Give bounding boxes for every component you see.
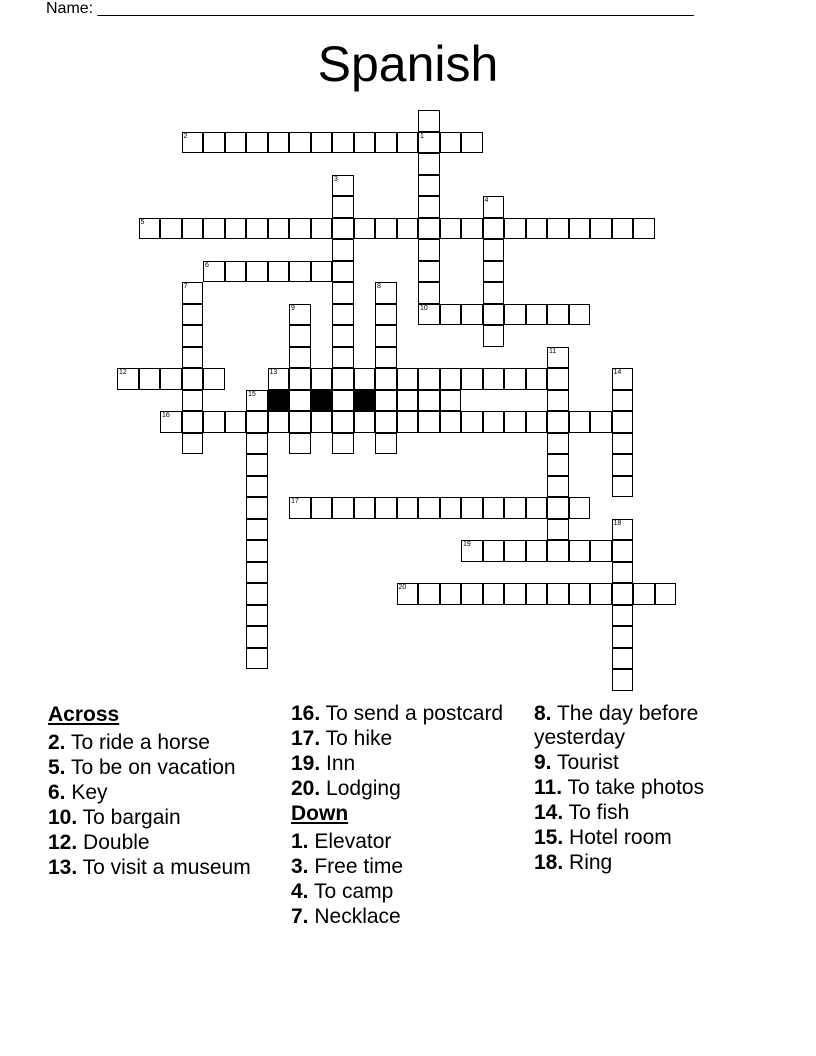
grid-cell[interactable] xyxy=(203,411,225,433)
grid-cell[interactable] xyxy=(203,218,225,240)
grid-cell[interactable] xyxy=(246,497,268,519)
grid-cell[interactable] xyxy=(289,325,311,347)
grid-cell[interactable] xyxy=(397,583,419,605)
grid-cell[interactable] xyxy=(483,368,505,390)
clue-across-17: 17. To hike xyxy=(291,727,393,750)
grid-cell[interactable] xyxy=(332,368,354,390)
grid-cell[interactable] xyxy=(182,218,204,240)
grid-cell[interactable] xyxy=(504,540,526,562)
grid-cell[interactable] xyxy=(139,368,161,390)
grid-cell[interactable] xyxy=(332,239,354,261)
grid-cell[interactable] xyxy=(203,132,225,154)
grid-cell[interactable] xyxy=(332,497,354,519)
grid-cell[interactable] xyxy=(246,433,268,455)
grid-cell[interactable] xyxy=(225,132,247,154)
grid-cell[interactable] xyxy=(461,304,483,326)
grid-cell[interactable] xyxy=(612,626,634,648)
grid-cell[interactable] xyxy=(526,583,548,605)
across-heading: Across xyxy=(48,703,120,726)
grid-cell[interactable] xyxy=(483,218,505,240)
puzzle-title: Spanish xyxy=(317,36,499,92)
grid-cell[interactable] xyxy=(483,497,505,519)
grid-cell[interactable] xyxy=(246,648,268,670)
cell-number: 17 xyxy=(291,498,299,505)
grid-cell[interactable] xyxy=(311,411,333,433)
grid-cell[interactable] xyxy=(483,540,505,562)
grid-cell[interactable] xyxy=(461,497,483,519)
grid-cell[interactable] xyxy=(160,368,182,390)
grid-cell[interactable] xyxy=(612,218,634,240)
grid-cell[interactable] xyxy=(375,497,397,519)
grid-cell[interactable] xyxy=(289,261,311,283)
grid-cell[interactable] xyxy=(483,411,505,433)
grid-cell[interactable] xyxy=(547,476,569,498)
grid-cell[interactable] xyxy=(375,347,397,369)
cell-number: 16 xyxy=(162,412,170,419)
grid-cell[interactable] xyxy=(569,540,591,562)
grid-cell[interactable] xyxy=(375,411,397,433)
cell-number: 4 xyxy=(484,197,489,204)
grid-cell[interactable] xyxy=(526,540,548,562)
grid-cell[interactable] xyxy=(418,583,440,605)
grid-cell[interactable] xyxy=(440,368,462,390)
clue-across-13: 13. To visit a museum xyxy=(48,856,251,879)
grid-cell[interactable] xyxy=(612,433,634,455)
clue-across-19: 19. Inn xyxy=(291,752,356,775)
grid-cell[interactable] xyxy=(354,368,376,390)
grid-cell[interactable] xyxy=(418,110,440,132)
grid-cell[interactable] xyxy=(612,454,634,476)
grid-cell[interactable] xyxy=(289,497,311,519)
grid-cell[interactable] xyxy=(612,583,634,605)
grid-cell[interactable] xyxy=(246,476,268,498)
clue-down-1: 1. Elevator xyxy=(291,830,392,853)
grid-cell[interactable] xyxy=(182,325,204,347)
grid-cell[interactable] xyxy=(418,497,440,519)
grid-cell[interactable] xyxy=(612,605,634,627)
grid-cell[interactable] xyxy=(526,411,548,433)
grid-cell[interactable] xyxy=(182,132,204,154)
grid-cell[interactable] xyxy=(225,261,247,283)
cell-number: 5 xyxy=(140,218,145,226)
grid-cell[interactable] xyxy=(268,368,290,390)
grid-cell[interactable] xyxy=(289,304,311,326)
grid-cell[interactable] xyxy=(268,218,290,240)
cell-number: 19 xyxy=(463,541,471,548)
grid-cell[interactable] xyxy=(332,347,354,369)
grid-cell[interactable] xyxy=(332,218,354,240)
grid-cell[interactable] xyxy=(461,540,483,562)
grid-cell[interactable] xyxy=(418,261,440,283)
grid-cell[interactable] xyxy=(354,132,376,154)
grid-cell[interactable] xyxy=(483,261,505,283)
grid-cell[interactable] xyxy=(332,433,354,455)
grid-cell[interactable] xyxy=(612,368,634,390)
grid-cell[interactable] xyxy=(160,218,182,240)
grid-cell[interactable] xyxy=(311,368,333,390)
grid-cell[interactable] xyxy=(569,497,591,519)
grid-cell[interactable] xyxy=(440,497,462,519)
clue-down-11: 11. To take photos xyxy=(534,776,705,799)
grid-cell[interactable] xyxy=(418,196,440,218)
cell-number: 20 xyxy=(398,584,407,591)
cell-number: 14 xyxy=(613,369,622,376)
grid-cell[interactable] xyxy=(418,411,440,433)
grid-cell[interactable] xyxy=(547,540,569,562)
grid-cell[interactable] xyxy=(289,433,311,455)
grid-cell[interactable] xyxy=(354,411,376,433)
grid-cell[interactable] xyxy=(182,282,204,304)
grid-cell[interactable] xyxy=(547,390,569,412)
grid-cell[interactable] xyxy=(440,304,462,326)
grid-cell[interactable] xyxy=(569,218,591,240)
grid-cell[interactable] xyxy=(375,282,397,304)
grid-cell[interactable] xyxy=(526,368,548,390)
grid-cell[interactable] xyxy=(375,325,397,347)
cell-number: 12 xyxy=(119,369,127,376)
cell-number: 15 xyxy=(248,390,256,398)
grid-cell[interactable] xyxy=(332,304,354,326)
grid-cell[interactable] xyxy=(440,583,462,605)
grid-cell[interactable] xyxy=(418,390,440,412)
grid-cell[interactable] xyxy=(375,218,397,240)
grid-cell[interactable] xyxy=(354,497,376,519)
grid-cell[interactable] xyxy=(375,390,397,412)
grid-cell[interactable] xyxy=(461,218,483,240)
grid-cell[interactable] xyxy=(418,175,440,197)
grid-cell[interactable] xyxy=(483,282,505,304)
grid-cell[interactable] xyxy=(547,454,569,476)
grid-cell[interactable] xyxy=(612,540,634,562)
grid-cell[interactable] xyxy=(246,626,268,648)
cell-number: 13 xyxy=(269,369,278,376)
grid-cell[interactable] xyxy=(612,411,634,433)
cell-number: 9 xyxy=(291,304,295,312)
grid-cell[interactable] xyxy=(225,218,247,240)
grid-cell[interactable] xyxy=(655,583,677,605)
clues-column-2 xyxy=(291,702,531,930)
grid-cell[interactable] xyxy=(547,411,569,433)
grid-cell[interactable] xyxy=(139,218,161,240)
grid-cell[interactable] xyxy=(461,411,483,433)
grid-cell[interactable] xyxy=(526,218,548,240)
clue-across-5: 5. To be on vacation xyxy=(48,756,236,779)
grid-cell[interactable] xyxy=(246,583,268,605)
grid-cell[interactable] xyxy=(547,519,569,541)
grid-cell[interactable] xyxy=(268,261,290,283)
grid-cell[interactable] xyxy=(246,411,268,433)
clue-across-6: 6. Key xyxy=(48,781,108,804)
grid-cell[interactable] xyxy=(504,368,526,390)
down-heading: Down xyxy=(291,802,349,825)
grid-cell[interactable] xyxy=(182,411,204,433)
grid-cell[interactable] xyxy=(311,218,333,240)
grid-cell[interactable] xyxy=(547,583,569,605)
grid-cell[interactable] xyxy=(268,411,290,433)
grid-cell[interactable] xyxy=(612,519,634,541)
clue-down-7: 7. Necklace xyxy=(291,905,401,928)
grid-cell[interactable] xyxy=(612,476,634,498)
grid-cell[interactable] xyxy=(483,304,505,326)
grid-black-cell xyxy=(354,390,376,412)
grid-cell[interactable] xyxy=(246,132,268,154)
grid-cell[interactable] xyxy=(117,368,139,390)
cell-number: 18 xyxy=(613,519,622,527)
grid-cell[interactable] xyxy=(332,282,354,304)
cell-number: 11 xyxy=(549,347,557,355)
grid-cell[interactable] xyxy=(332,325,354,347)
grid-cell[interactable] xyxy=(246,540,268,562)
grid-cell[interactable] xyxy=(397,218,419,240)
grid-cell[interactable] xyxy=(440,218,462,240)
cell-number: 7 xyxy=(183,283,188,290)
grid-cell[interactable] xyxy=(203,261,225,283)
clue-across-20: 20. Lodging xyxy=(291,777,401,800)
clue-down-15: 15. Hotel room xyxy=(534,826,672,849)
grid-cell[interactable] xyxy=(375,304,397,326)
grid-cell[interactable] xyxy=(311,497,333,519)
grid-cell[interactable] xyxy=(397,368,419,390)
clue-across-16: 16. To send a postcard xyxy=(291,702,504,725)
grid-cell[interactable] xyxy=(375,132,397,154)
clue-down-18: 18. Ring xyxy=(534,851,613,874)
name-line: Name: ___________________________________________________________________ xyxy=(46,0,694,17)
clue-down-8: 8. The day before yesterday xyxy=(534,702,699,749)
grid-cell[interactable] xyxy=(397,390,419,412)
grid-cell[interactable] xyxy=(397,497,419,519)
clue-across-12: 12. Double xyxy=(48,831,150,854)
clues-column-1 xyxy=(48,702,288,881)
grid-cell[interactable] xyxy=(375,433,397,455)
cell-number: 2 xyxy=(183,132,188,140)
grid-cell[interactable] xyxy=(289,132,311,154)
grid-cell[interactable] xyxy=(246,218,268,240)
cell-number: 10 xyxy=(420,304,428,312)
grid-cell[interactable] xyxy=(246,562,268,584)
grid-cell[interactable] xyxy=(590,540,612,562)
grid-cell[interactable] xyxy=(483,583,505,605)
clue-across-10: 10. To bargain xyxy=(48,806,181,829)
grid-cell[interactable] xyxy=(547,433,569,455)
cell-number: 6 xyxy=(205,261,209,269)
grid-cell[interactable] xyxy=(182,347,204,369)
grid-cell[interactable] xyxy=(246,605,268,627)
grid-cell[interactable] xyxy=(332,132,354,154)
grid-cell[interactable] xyxy=(612,562,634,584)
grid-cell[interactable] xyxy=(504,304,526,326)
grid-cell[interactable] xyxy=(289,218,311,240)
grid-cell[interactable] xyxy=(311,261,333,283)
grid-cell[interactable] xyxy=(289,411,311,433)
grid-cell[interactable] xyxy=(246,261,268,283)
grid-cell[interactable] xyxy=(461,583,483,605)
grid-cell[interactable] xyxy=(354,218,376,240)
grid-cell[interactable] xyxy=(612,390,634,412)
grid-black-cell xyxy=(268,390,290,412)
grid-cell[interactable] xyxy=(397,411,419,433)
clue-across-2: 2. To ride a horse xyxy=(48,731,210,754)
grid-cell[interactable] xyxy=(418,282,440,304)
grid-cell[interactable] xyxy=(182,304,204,326)
grid-cell[interactable] xyxy=(246,390,268,412)
grid-cell[interactable] xyxy=(418,153,440,175)
grid-cell[interactable] xyxy=(590,583,612,605)
clues-column-3 xyxy=(534,702,774,876)
grid-cell[interactable] xyxy=(440,411,462,433)
clue-down-3: 3. Free time xyxy=(291,855,404,878)
grid-cell[interactable] xyxy=(590,411,612,433)
grid-cell[interactable] xyxy=(612,669,634,691)
grid-cell[interactable] xyxy=(612,648,634,670)
grid-cell[interactable] xyxy=(483,196,505,218)
grid-cell[interactable] xyxy=(440,390,462,412)
cell-number: 3 xyxy=(334,175,338,183)
grid-cell[interactable] xyxy=(483,239,505,261)
grid-cell[interactable] xyxy=(332,261,354,283)
grid-cell[interactable] xyxy=(633,583,655,605)
grid-cell[interactable] xyxy=(569,411,591,433)
grid-cell[interactable] xyxy=(289,347,311,369)
grid-cell[interactable] xyxy=(440,132,462,154)
cell-number: 8 xyxy=(377,283,381,290)
grid-cell[interactable] xyxy=(246,454,268,476)
grid-cell[interactable] xyxy=(633,218,655,240)
grid-cell[interactable] xyxy=(547,497,569,519)
grid-cell[interactable] xyxy=(461,368,483,390)
clue-down-14: 14. To fish xyxy=(534,801,630,824)
grid-cell[interactable] xyxy=(547,347,569,369)
grid-cell[interactable] xyxy=(332,196,354,218)
grid-cell[interactable] xyxy=(418,368,440,390)
grid-cell[interactable] xyxy=(332,390,354,412)
grid-cell[interactable] xyxy=(526,304,548,326)
grid-cell[interactable] xyxy=(547,304,569,326)
grid-black-cell xyxy=(311,390,333,412)
grid-cell[interactable] xyxy=(504,583,526,605)
grid-cell[interactable] xyxy=(418,304,440,326)
cell-number: 1 xyxy=(420,132,424,140)
grid-cell[interactable] xyxy=(182,368,204,390)
clue-down-9: 9. Tourist xyxy=(534,751,619,774)
grid-cell[interactable] xyxy=(526,497,548,519)
grid-cell[interactable] xyxy=(289,390,311,412)
grid-cell[interactable] xyxy=(225,411,247,433)
grid-cell[interactable] xyxy=(461,132,483,154)
grid-cell[interactable] xyxy=(590,218,612,240)
clue-down-4: 4. To camp xyxy=(291,880,394,903)
grid-cell[interactable] xyxy=(569,304,591,326)
grid-cell[interactable] xyxy=(268,132,290,154)
grid-cell[interactable] xyxy=(569,583,591,605)
grid-cell[interactable] xyxy=(182,390,204,412)
grid-cell[interactable] xyxy=(311,132,333,154)
grid-cell[interactable] xyxy=(483,325,505,347)
grid-cell[interactable] xyxy=(375,368,397,390)
grid-cell[interactable] xyxy=(504,411,526,433)
grid-cell[interactable] xyxy=(418,218,440,240)
grid-cell[interactable] xyxy=(397,132,419,154)
grid-cell[interactable] xyxy=(418,132,440,154)
grid-cell[interactable] xyxy=(203,368,225,390)
grid-cell[interactable] xyxy=(504,218,526,240)
grid-cell[interactable] xyxy=(547,368,569,390)
grid-cell[interactable] xyxy=(332,411,354,433)
grid-cell[interactable] xyxy=(289,368,311,390)
grid-cell[interactable] xyxy=(547,218,569,240)
grid-cell[interactable] xyxy=(182,433,204,455)
grid-cell[interactable] xyxy=(332,175,354,197)
grid-cell[interactable] xyxy=(246,519,268,541)
grid-cell[interactable] xyxy=(504,497,526,519)
grid-cell[interactable] xyxy=(160,411,182,433)
grid-cell[interactable] xyxy=(418,239,440,261)
